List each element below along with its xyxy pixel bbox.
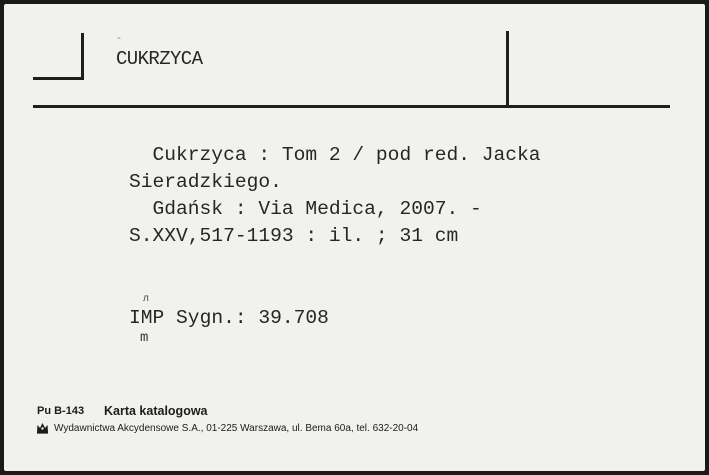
crown-logo-icon xyxy=(36,422,49,434)
bibliographic-entry xyxy=(129,142,541,250)
location-line xyxy=(129,307,329,329)
location-prefix: IMP xyxy=(129,307,165,329)
heading-divider-horizontal xyxy=(33,105,670,108)
call-number: Sygn.: 39.708 xyxy=(176,307,329,329)
form-code: Pu B-143 xyxy=(37,405,85,417)
catalog-card xyxy=(4,4,705,471)
heading-tick-mark: - xyxy=(116,34,123,45)
handwritten-mark-bottom: m xyxy=(140,330,149,346)
publisher-info: Wydawnictwa Akcydensowe S.A., 01-225 Warszawa, ul. Bema 60a, tel. 632-20-04 xyxy=(54,422,419,434)
heading-bracket-horizontal xyxy=(33,77,84,80)
form-name: Karta katalogowa xyxy=(104,404,208,418)
subject-heading: CUKRZYCA xyxy=(116,48,203,70)
entry-line: Sieradzkiego. xyxy=(129,171,282,193)
heading-divider-vertical xyxy=(506,31,509,107)
publisher-line xyxy=(36,422,418,434)
heading-bracket-vertical xyxy=(81,33,84,80)
entry-line: S.XXV,517-1193 : il. ; 31 cm xyxy=(129,225,459,247)
entry-line: Cukrzyca : Tom 2 / pod red. Jacka xyxy=(129,144,541,166)
handwritten-mark-top: л xyxy=(143,294,149,305)
entry-line: Gdańsk : Via Medica, 2007. - xyxy=(129,198,482,220)
